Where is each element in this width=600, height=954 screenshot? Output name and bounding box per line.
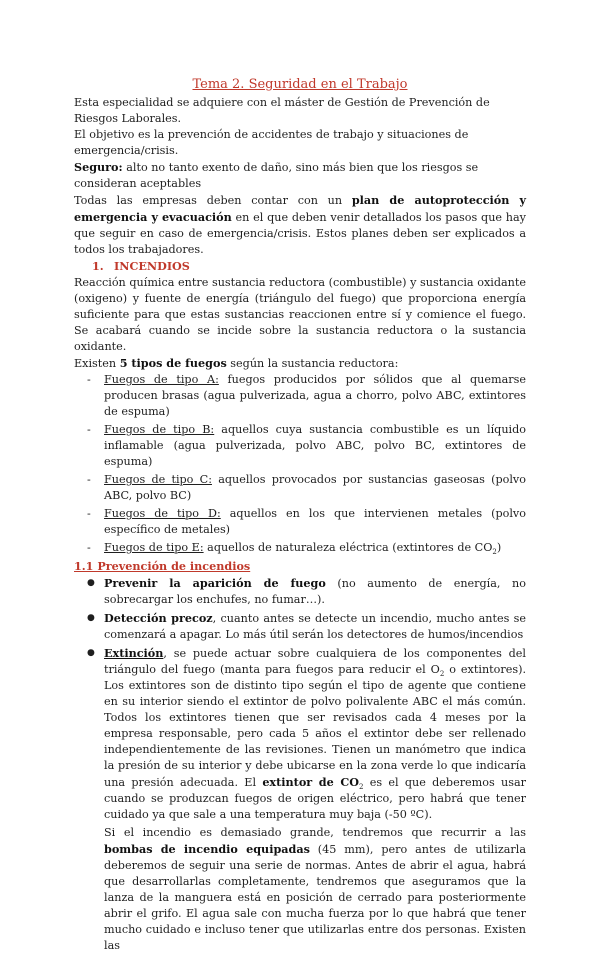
plan-paragraph: Todas las empresas deben contar con un plan de autoprotección y emergencia y evacuación en el que deben venir detallados los pasos que hay que seguir en caso de emergencia/crisis. Estos planes deben ser explicados a todos los trabajadores. xyxy=(74,193,527,256)
seguro-term: Seguro: xyxy=(74,160,123,174)
list-item: ● Prevenir la aparición de fuego (no aumento de energía, no sobrecargar los enchufes, no fumar…). xyxy=(104,575,526,608)
intro-line-1: Esta especialidad se adquiere con el máster de Gestión de Prevención de Riesgos Laborales. xyxy=(74,96,490,125)
list-item: - Fuegos de tipo E: aquellos de naturaleza eléctrica (extintores de $CO_2$) xyxy=(104,540,526,556)
list-item: - Fuegos de tipo D: aquellos en los que intervienen metales (polvo específico de metales) xyxy=(104,506,526,538)
seguro-definition: Seguro: alto no tanto exento de daño, sino más bien que los riesgos se consideran aceptables xyxy=(74,160,479,190)
prevention-list xyxy=(74,575,526,823)
fire-types-intro: Existen 5 tipos de fuegos según la sustancia reductora: xyxy=(74,356,399,370)
intro-line-2: El objetivo es la prevención de accidentes de trabajo y situaciones de emergencia/crisis. xyxy=(74,128,469,157)
bombas-paragraph: Si el incendio es demasiado grande, tendremos que recurrir a las bombas de incendio equipadas (45 mm), pero antes de utilizarla deberemos de seguir una serie de normas. Antes de abrir el agua, habrá que desarrollarlas completamente, tendremos que aseguramos que la lanza de la manguera está en posición de cerrado para posteriormente abrir el grifo. El agua sale con mucha fuerza por lo que habrá que tener mucho cuidado e incluso tener que utilizarlas entre dos personas. Existen las xyxy=(104,826,526,952)
section-heading-incendios: 1. INCENDIOS xyxy=(92,259,190,273)
subsection-heading-prevencion: 1.1 Prevención de incendios xyxy=(74,559,251,573)
list-item: - Fuegos de tipo B: aquellos cuya sustancia combustible es un líquido inflamable (agua pulverizada, polvo ABC, polvo BC, extintores de espuma) xyxy=(104,422,526,470)
page-title: Tema 2. Seguridad en el Trabajo xyxy=(192,77,408,92)
list-item: ● Detección precoz, cuanto antes se detecte un incendio, mucho antes se comenzará a apagar. Lo más útil serán los detectores de humos/incendios xyxy=(104,610,526,643)
incendios-definition: Reacción química entre sustancia reductora (combustible) y sustancia oxidante (oxigeno) y fuente de energía (triángulo del fuego) que proporciona energía suficiente para que estas sustancias reaccionen entre sí y comience el fuego. Se acabará cuando se incide sobre la sustancia reductora o la sustancia oxidante. xyxy=(74,276,526,353)
list-item: ● Extinción, se puede actuar sobre cualquiera de los componentes del triángulo del fuego (manta para fuegos para reducir el $O_2$ o extintores). Los extintores son de distinto tipo según el tipo de agente que contiene en su interior siendo el extintor de polvo polivalente ABC el más común. Todos los extintores tienen que ser revisados cada 4 meses por la empresa responsable, pero cada 5 años el extintor debe ser rellenado independientemente de las revisiones. Tienen un manómetro que indica la presión de su interior y debe ubicarse en la zona verde lo que indicaría una presión adecuada. El extintor de $CO_2$ es el que deberemos usar cuando se produzcan fuegos de origen eléctrico, pero habrá que tener cuidado ya que sale a una temperatura muy baja (-50 ºC). xyxy=(104,645,526,823)
document-page xyxy=(74,76,526,954)
fire-types-list xyxy=(74,372,526,556)
list-item: - Fuegos de tipo C: aquellos provocados por sustancias gaseosas (polvo ABC, polvo BC) xyxy=(104,472,526,504)
plan-bold: plan de autoprotección y emergencia y evacuación xyxy=(74,193,527,224)
list-item: - Fuegos de tipo A: fuegos producidos por sólidos que al quemarse producen brasas (agua pulverizada, agua a chorro, polvo ABC, extintores de espuma) xyxy=(104,372,526,420)
